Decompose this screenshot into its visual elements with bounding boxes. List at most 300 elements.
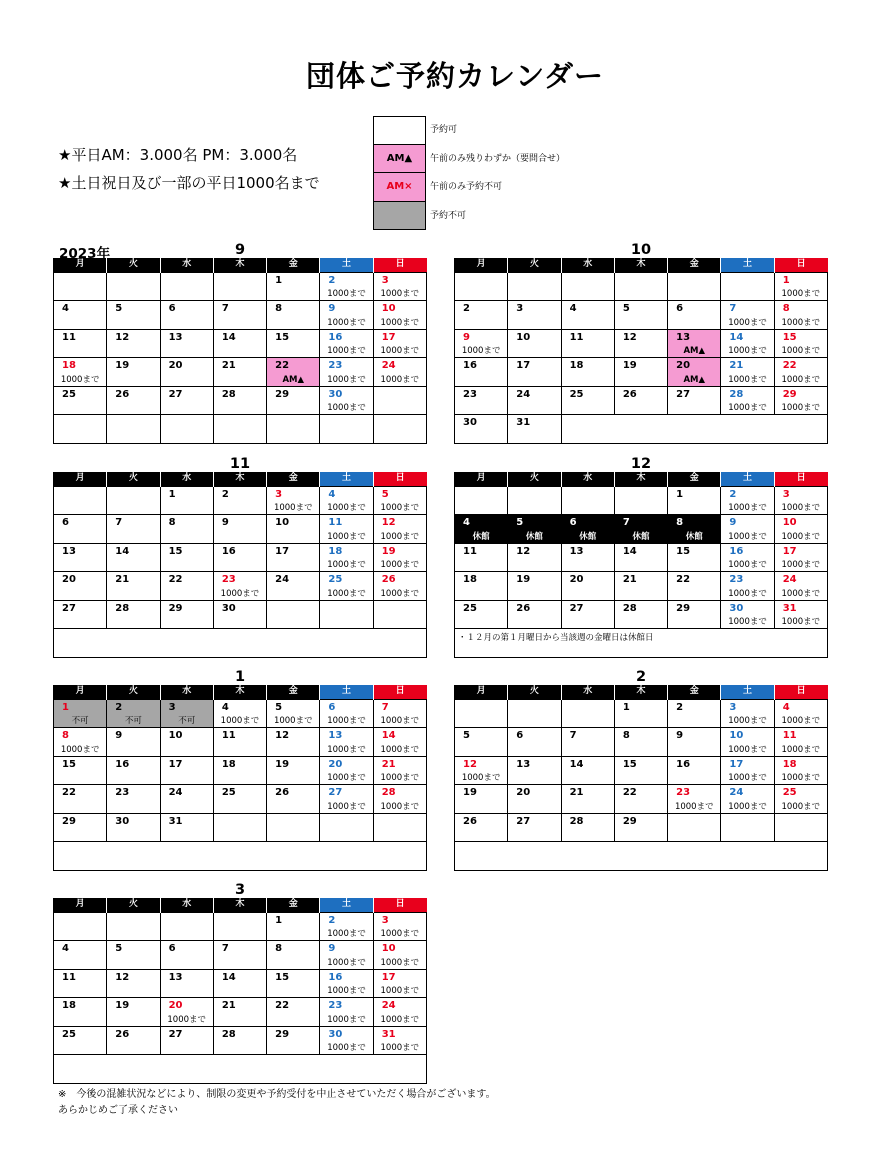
day-cell[interactable]: [373, 941, 426, 970]
week-row: [455, 543, 828, 572]
day-cell[interactable]: [373, 728, 426, 757]
day-cell[interactable]: [561, 301, 614, 330]
calendar-february: [454, 670, 828, 871]
day-cell[interactable]: [561, 728, 614, 757]
day-cell[interactable]: [320, 699, 373, 728]
day-status: 1000まで: [60, 744, 100, 755]
day-cell[interactable]: [213, 728, 266, 757]
day-cell[interactable]: [213, 756, 266, 785]
day-cell[interactable]: [508, 813, 561, 842]
day-number: 14: [381, 730, 396, 742]
day-cell[interactable]: [320, 486, 373, 515]
day-cell[interactable]: [721, 386, 774, 415]
week-row: [455, 301, 828, 330]
empty-day-cell: [561, 486, 614, 515]
day-number: 15: [782, 331, 797, 343]
day-cell[interactable]: [373, 515, 426, 544]
day-cell[interactable]: [320, 756, 373, 785]
day-cell[interactable]: [267, 1026, 320, 1055]
day-cell[interactable]: [614, 358, 667, 387]
day-number: 30: [463, 417, 477, 429]
day-cell[interactable]: [54, 543, 107, 572]
day-cell[interactable]: [320, 515, 373, 544]
day-cell[interactable]: [373, 543, 426, 572]
day-cell[interactable]: [774, 572, 827, 601]
day-cell[interactable]: [455, 785, 508, 814]
day-cell[interactable]: [267, 301, 320, 330]
day-status: 1000まで: [327, 744, 366, 755]
empty-day-cell: [721, 813, 774, 842]
weekday-header: 木: [213, 472, 266, 486]
day-number: 20: [168, 360, 183, 372]
day-cell[interactable]: [54, 969, 107, 998]
day-cell[interactable]: [267, 699, 320, 728]
day-cell[interactable]: [107, 600, 160, 629]
day-cell[interactable]: [614, 728, 667, 757]
day-cell[interactable]: [54, 728, 107, 757]
empty-day-cell: [614, 486, 667, 515]
day-cell[interactable]: [107, 572, 160, 601]
day-cell[interactable]: [508, 543, 561, 572]
day-cell[interactable]: [668, 386, 721, 415]
day-cell[interactable]: [213, 1026, 266, 1055]
weekday-header: 月: [455, 258, 508, 272]
day-cell[interactable]: [508, 756, 561, 785]
week-row: [54, 969, 427, 998]
day-cell[interactable]: [213, 386, 266, 415]
day-cell[interactable]: [213, 329, 266, 358]
day-cell[interactable]: [668, 486, 721, 515]
day-cell[interactable]: [213, 699, 266, 728]
day-cell[interactable]: [508, 415, 561, 444]
day-cell[interactable]: [561, 543, 614, 572]
day-number: 6: [516, 730, 524, 742]
day-number: 25: [569, 388, 584, 400]
week-row: [54, 358, 427, 387]
day-status: 1000まで: [728, 346, 767, 357]
day-number: 23: [676, 787, 691, 799]
day-cell[interactable]: [320, 728, 373, 757]
day-cell[interactable]: [668, 358, 721, 387]
day-cell[interactable]: [668, 756, 721, 785]
day-cell[interactable]: [267, 969, 320, 998]
week-row: [455, 600, 828, 629]
legend-swatch: AM×: [373, 173, 426, 202]
day-cell[interactable]: [267, 358, 320, 387]
day-cell[interactable]: [561, 785, 614, 814]
day-cell[interactable]: [455, 813, 508, 842]
day-number: 17: [381, 331, 396, 343]
day-cell[interactable]: [721, 486, 774, 515]
day-cell[interactable]: [373, 785, 426, 814]
day-cell[interactable]: [267, 386, 320, 415]
day-cell[interactable]: [373, 301, 426, 330]
day-number: 2: [676, 701, 684, 713]
extra-week-row: [54, 415, 427, 444]
day-number: 23: [221, 574, 236, 586]
day-cell[interactable]: [614, 813, 667, 842]
day-cell[interactable]: [455, 600, 508, 629]
day-cell[interactable]: [721, 600, 774, 629]
day-status: 1000まで: [728, 588, 767, 599]
day-cell[interactable]: [455, 358, 508, 387]
day-cell[interactable]: [320, 912, 373, 941]
empty-day-cell: [107, 912, 160, 941]
day-cell[interactable]: [614, 301, 667, 330]
day-cell[interactable]: [373, 329, 426, 358]
day-cell[interactable]: [107, 301, 160, 330]
day-number: 11: [221, 730, 236, 742]
calendar-month: 10: [630, 242, 652, 258]
day-cell[interactable]: [320, 272, 373, 301]
day-cell[interactable]: [107, 941, 160, 970]
day-cell[interactable]: [107, 329, 160, 358]
day-cell[interactable]: [320, 543, 373, 572]
day-cell[interactable]: [213, 600, 266, 629]
day-cell[interactable]: [668, 572, 721, 601]
day-cell[interactable]: [455, 728, 508, 757]
week-row: [455, 515, 828, 544]
day-cell[interactable]: [213, 785, 266, 814]
week-row: [54, 301, 427, 330]
day-cell[interactable]: [107, 1026, 160, 1055]
day-cell[interactable]: [54, 572, 107, 601]
day-cell[interactable]: [455, 386, 508, 415]
day-cell[interactable]: [668, 785, 721, 814]
day-status: 1000まで: [781, 503, 821, 514]
day-cell[interactable]: [373, 998, 426, 1027]
day-cell[interactable]: [160, 1026, 213, 1055]
day-cell[interactable]: [54, 1026, 107, 1055]
day-cell[interactable]: [54, 600, 107, 629]
day-cell[interactable]: [508, 600, 561, 629]
empty-day-cell: [721, 272, 774, 301]
day-cell[interactable]: [668, 543, 721, 572]
day-cell[interactable]: [320, 329, 373, 358]
empty-day-cell: [320, 813, 373, 842]
day-cell[interactable]: [160, 728, 213, 757]
day-cell[interactable]: [455, 329, 508, 358]
day-status: 1000まで: [220, 716, 260, 727]
day-cell[interactable]: [213, 998, 266, 1027]
day-cell[interactable]: [160, 969, 213, 998]
day-cell[interactable]: [54, 329, 107, 358]
day-number: 22: [782, 360, 797, 372]
day-number: 11: [782, 730, 797, 742]
day-status: 不可: [178, 716, 196, 727]
day-number: 25: [62, 388, 76, 400]
day-cell[interactable]: [320, 785, 373, 814]
day-cell[interactable]: [213, 515, 266, 544]
weekday-header: 月: [54, 685, 107, 699]
day-cell[interactable]: [54, 813, 107, 842]
day-number: 27: [168, 388, 183, 400]
day-number: 31: [782, 602, 797, 614]
day-cell[interactable]: [561, 358, 614, 387]
day-cell[interactable]: [54, 785, 107, 814]
day-cell[interactable]: [774, 329, 827, 358]
day-number: 18: [569, 360, 584, 372]
weekday-header: 月: [54, 258, 107, 272]
day-cell[interactable]: [373, 486, 426, 515]
day-number: 12: [516, 545, 531, 557]
day-cell[interactable]: [213, 969, 266, 998]
day-status: 1000まで: [728, 801, 767, 812]
day-cell[interactable]: [160, 329, 213, 358]
day-status: 1000まで: [327, 346, 366, 357]
day-number: 2: [463, 303, 470, 315]
day-cell[interactable]: [721, 572, 774, 601]
day-cell[interactable]: [455, 756, 508, 785]
day-cell[interactable]: [54, 386, 107, 415]
day-cell[interactable]: [320, 572, 373, 601]
day-cell[interactable]: [54, 358, 107, 387]
day-number: 22: [676, 574, 691, 586]
day-cell[interactable]: [54, 998, 107, 1027]
day-cell[interactable]: [160, 756, 213, 785]
legend-item-unavailable: [373, 202, 673, 231]
day-cell[interactable]: [373, 699, 426, 728]
day-cell[interactable]: [267, 543, 320, 572]
day-number: 27: [569, 602, 584, 614]
day-cell[interactable]: [721, 543, 774, 572]
day-cell[interactable]: [267, 785, 320, 814]
day-status: 休館: [579, 531, 597, 542]
day-cell[interactable]: [561, 572, 614, 601]
day-cell[interactable]: [721, 785, 774, 814]
day-cell[interactable]: [668, 600, 721, 629]
day-cell[interactable]: [561, 756, 614, 785]
day-cell[interactable]: [160, 301, 213, 330]
weekday-header: 土: [320, 898, 373, 912]
day-cell[interactable]: [267, 329, 320, 358]
day-number: 17: [782, 545, 797, 557]
day-cell[interactable]: [774, 358, 827, 387]
day-cell[interactable]: [267, 728, 320, 757]
day-cell[interactable]: [160, 998, 213, 1027]
day-cell[interactable]: [267, 486, 320, 515]
day-cell[interactable]: [213, 301, 266, 330]
day-cell[interactable]: [774, 728, 827, 757]
day-cell[interactable]: [160, 358, 213, 387]
day-cell[interactable]: [668, 329, 721, 358]
day-cell[interactable]: [373, 272, 426, 301]
day-cell[interactable]: [614, 756, 667, 785]
day-cell[interactable]: [160, 543, 213, 572]
day-number: 25: [62, 1028, 76, 1040]
day-cell[interactable]: [373, 1026, 426, 1055]
day-cell[interactable]: [455, 415, 508, 444]
day-cell[interactable]: [508, 358, 561, 387]
day-cell[interactable]: [320, 386, 373, 415]
day-number: 10: [381, 303, 396, 315]
day-cell[interactable]: [213, 941, 266, 970]
day-cell[interactable]: [373, 358, 426, 387]
day-cell[interactable]: [668, 728, 721, 757]
day-cell[interactable]: [614, 543, 667, 572]
calendar-grid: [53, 685, 427, 871]
day-cell[interactable]: [561, 386, 614, 415]
day-cell[interactable]: [160, 600, 213, 629]
day-number: 5: [516, 517, 524, 529]
day-cell[interactable]: [774, 785, 827, 814]
weekday-header: 火: [107, 472, 160, 486]
day-cell[interactable]: [561, 600, 614, 629]
day-status: 1000まで: [327, 1043, 366, 1054]
day-cell[interactable]: [160, 813, 213, 842]
day-cell[interactable]: [721, 358, 774, 387]
day-cell[interactable]: [213, 486, 266, 515]
day-cell[interactable]: [614, 572, 667, 601]
day-cell[interactable]: [267, 515, 320, 544]
day-cell[interactable]: [320, 998, 373, 1027]
extra-week-row: [455, 629, 828, 658]
day-cell[interactable]: [774, 515, 827, 544]
weekday-header: 金: [267, 472, 320, 486]
day-cell[interactable]: [320, 358, 373, 387]
day-cell[interactable]: [561, 813, 614, 842]
day-cell[interactable]: [320, 969, 373, 998]
day-cell[interactable]: [107, 699, 160, 728]
day-cell[interactable]: [614, 699, 667, 728]
day-cell[interactable]: [267, 272, 320, 301]
day-cell[interactable]: [508, 386, 561, 415]
day-cell[interactable]: [508, 728, 561, 757]
day-status: 1000まで: [380, 744, 420, 755]
day-cell[interactable]: [373, 912, 426, 941]
empty-day-cell: [668, 813, 721, 842]
calendar-november: [53, 457, 427, 658]
day-cell[interactable]: [107, 998, 160, 1027]
day-cell[interactable]: [668, 301, 721, 330]
day-cell[interactable]: [320, 301, 373, 330]
day-number: 5: [463, 730, 470, 742]
day-cell[interactable]: [774, 486, 827, 515]
day-number: 17: [381, 971, 396, 983]
day-number: 10: [275, 517, 290, 529]
day-cell[interactable]: [774, 600, 827, 629]
day-cell[interactable]: [774, 756, 827, 785]
day-cell[interactable]: [213, 543, 266, 572]
day-cell[interactable]: [267, 912, 320, 941]
day-cell[interactable]: [54, 301, 107, 330]
calendar-month: 1: [234, 669, 246, 685]
day-cell[interactable]: [54, 515, 107, 544]
week-row: [455, 572, 828, 601]
day-cell[interactable]: [267, 572, 320, 601]
day-number: 8: [275, 303, 283, 315]
day-cell[interactable]: [561, 515, 614, 544]
day-cell[interactable]: [160, 486, 213, 515]
day-number: 22: [622, 787, 637, 799]
day-cell[interactable]: [721, 329, 774, 358]
day-cell[interactable]: [614, 600, 667, 629]
day-cell[interactable]: [267, 941, 320, 970]
day-cell[interactable]: [774, 301, 827, 330]
day-cell[interactable]: [107, 969, 160, 998]
day-cell[interactable]: [721, 515, 774, 544]
day-cell[interactable]: [373, 756, 426, 785]
day-cell[interactable]: [213, 358, 266, 387]
day-status: 1000まで: [327, 317, 366, 328]
day-cell[interactable]: [107, 813, 160, 842]
legend-label: 予約不可: [430, 210, 467, 221]
day-cell[interactable]: [508, 785, 561, 814]
day-cell[interactable]: [54, 941, 107, 970]
day-cell[interactable]: [213, 572, 266, 601]
day-number: 11: [328, 517, 343, 529]
day-cell[interactable]: [107, 785, 160, 814]
day-cell[interactable]: [373, 969, 426, 998]
day-cell[interactable]: [721, 699, 774, 728]
weekday-header: 日: [373, 472, 426, 486]
day-cell[interactable]: [54, 699, 107, 728]
day-number: 3: [275, 488, 283, 500]
day-cell[interactable]: [721, 728, 774, 757]
day-cell[interactable]: [107, 543, 160, 572]
day-cell[interactable]: [160, 572, 213, 601]
day-cell[interactable]: [267, 756, 320, 785]
day-cell[interactable]: [160, 699, 213, 728]
day-cell[interactable]: [774, 386, 827, 415]
day-number: 16: [463, 360, 477, 372]
day-cell[interactable]: [107, 515, 160, 544]
week-row: [455, 386, 828, 415]
day-cell[interactable]: [107, 756, 160, 785]
day-cell[interactable]: [614, 785, 667, 814]
day-cell[interactable]: [508, 301, 561, 330]
day-cell[interactable]: [774, 699, 827, 728]
day-cell[interactable]: [668, 515, 721, 544]
day-cell[interactable]: [160, 941, 213, 970]
day-cell[interactable]: [721, 301, 774, 330]
day-cell[interactable]: [668, 699, 721, 728]
day-cell[interactable]: [614, 386, 667, 415]
day-cell[interactable]: [107, 728, 160, 757]
day-cell[interactable]: [508, 515, 561, 544]
day-cell[interactable]: [561, 329, 614, 358]
day-cell[interactable]: [508, 572, 561, 601]
day-cell[interactable]: [455, 572, 508, 601]
day-number: 28: [729, 388, 744, 400]
day-number: 31: [516, 417, 531, 429]
day-cell[interactable]: [320, 1026, 373, 1055]
day-cell[interactable]: [614, 515, 667, 544]
day-cell[interactable]: [107, 358, 160, 387]
day-cell[interactable]: [774, 543, 827, 572]
day-cell[interactable]: [160, 515, 213, 544]
day-cell[interactable]: [455, 515, 508, 544]
day-cell[interactable]: [614, 329, 667, 358]
day-cell[interactable]: [721, 756, 774, 785]
day-cell[interactable]: [508, 329, 561, 358]
calendar-header: [454, 670, 828, 685]
day-cell[interactable]: [160, 386, 213, 415]
day-status: 休館: [632, 531, 650, 542]
weekday-header: 火: [508, 472, 561, 486]
day-cell[interactable]: [373, 572, 426, 601]
day-cell[interactable]: [107, 386, 160, 415]
day-cell[interactable]: [160, 785, 213, 814]
day-cell[interactable]: [455, 301, 508, 330]
day-number: 23: [328, 1000, 343, 1012]
day-cell[interactable]: [54, 756, 107, 785]
day-cell[interactable]: [455, 543, 508, 572]
day-cell[interactable]: [320, 941, 373, 970]
day-cell[interactable]: [267, 998, 320, 1027]
week-row: [455, 728, 828, 757]
day-cell[interactable]: [774, 272, 827, 301]
